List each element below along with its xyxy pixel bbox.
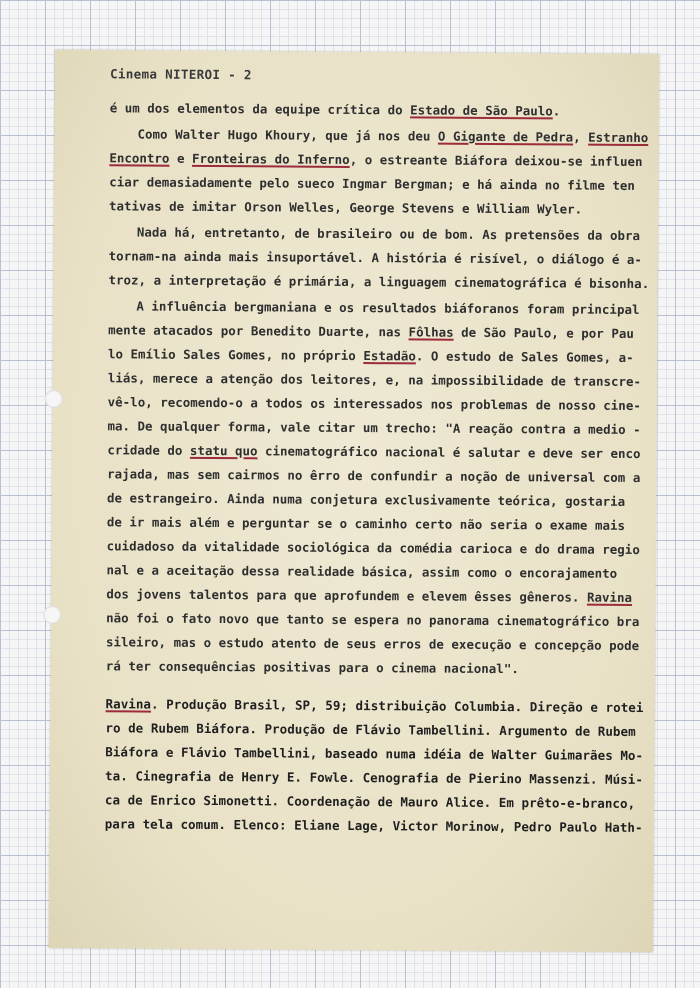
text-line [107,490,625,509]
text-segment: cridade do [107,442,191,458]
text-segment: troz, a interpretação é primária, a linguagem cinematográfica é bisonha. [108,272,650,292]
text-line [109,174,635,193]
text-segment: cinematográfico nacional é salutar e deve ser enco [257,443,641,461]
text-segment: liás, merece a atenção dos leitores, e, na impossibilidade de transcre- [107,370,642,390]
text-line [108,322,634,341]
text-line [106,696,644,715]
text-line [108,298,639,317]
text-line [109,248,642,267]
text-segment: e [169,150,193,166]
text-segment: . O estudo de Sales Gomes, a- [415,348,634,365]
text-segment: é um dos elementos da equipe crítica do [109,100,411,118]
text-line [110,126,649,145]
text-segment: tornam-na ainda mais insuportável. A história é risível, o diálogo é a- [108,248,642,268]
text-line [106,610,639,629]
underlined-title: Estadão [363,348,416,364]
text-segment: para tela comum. Elenco: Eliane Lage, Victor Morinow, Pedro Paulo Hath- [104,816,643,836]
text-segment: mente atacados por Benedito Duarte, nas [108,322,409,340]
text-line [109,198,582,216]
text-segment: Nada há, entretanto, de brasileiro ou de bom. As pretensões da obra [136,224,641,243]
text-line [108,394,641,413]
text-line [107,418,640,437]
text-line [110,100,561,118]
underlined-title: Fôlhas [408,324,454,340]
text-segment: rá ter consequências positivas para o cinema nacional". [105,658,519,677]
text-segment: cuidadoso da vitalidade sociológica da comédia carioca e do drama regio [106,538,640,557]
text-segment: Biáfora e Flávio Tambellini, baseado numa idéia de Walter Guimarães Mo- [105,744,644,764]
page-header: Cinema NITEROI - 2 [109,66,252,83]
typewritten-page [49,50,659,952]
text-segment: rajada, mas sem cairmos no êrro de confundir a noção de universal com a [107,466,641,485]
text-segment: tativas de imitar Orson Welles, George Stevens e William Wyler. [109,198,583,217]
underlined-title: Fronteiras do Inferno [191,150,350,167]
text-segment: ciar demasiadamente pelo sueco Ingmar Bergman; e há ainda no filme ten [109,174,635,193]
text-segment: ta. Cinegrafia de Henry E. Fowle. Cenografia de Pierino Massenzi. Músi- [105,768,643,788]
text-line [105,816,643,835]
text-line [105,720,635,739]
underlined-title: Estado de São Paulo [410,102,553,119]
text-segment: de estrangeiro. Ainda numa conjetura exclusivamente teórica, gostaria [106,490,626,509]
text-line [105,744,643,763]
text-line [108,370,641,389]
text-segment: , o estreante Biáfora deixou-se influen [349,151,643,170]
text-line [107,514,625,533]
text-line [106,634,639,653]
text-segment: de ir mais além e perguntar se o caminho certo não seria o exame mais [106,514,626,533]
text-segment: ma. De qualquer forma, vale citar um trecho: "A reação contra a medio - [107,418,641,437]
text-segment: vê-lo, recomendo-o a todos os interessados nos problemas de nosso cine- [107,394,641,414]
text-line [107,442,640,461]
text-segment: nal e a aceitação dessa realidade básica, assim como o encorajamento [106,562,618,581]
text-segment: não foi o fato novo que tanto se espera no panorama cinematográfico bra [106,610,640,629]
text-segment: ca de Enrico Simonetti. Coordenação de Mauro Alice. Em prêto-e-branco, [104,792,636,811]
text-line [105,792,635,811]
text-line [105,768,643,787]
underlined-title: statu quo [189,442,258,459]
underlined-title: Ravina [105,696,152,712]
text-segment: de São Paulo, e por Pau [453,324,634,341]
text-segment: A influência bergmaniana e os resultados biáforanos foram principal [136,298,640,317]
underlined-title: Ravina [586,589,633,605]
text-segment: ro de Rubem Biáfora. Produção de Flávio Tambellini. Argumento de Rubem [105,720,636,739]
text-line [109,224,640,243]
text-line [106,658,519,676]
text-segment: . [552,103,561,119]
text-segment: lo Emílio Sales Gomes, no próprio [107,346,364,364]
underlined-title: O Gigante de Pedra [437,128,574,145]
text-segment: Como Walter Hugo Khoury, que já nos deu [137,126,439,144]
text-line [109,150,642,169]
text-line [106,586,632,605]
text-segment: , [573,129,589,145]
text-line [107,538,640,557]
underlined-title: Encontro [109,150,170,166]
text-segment: dos jovens talentos para que aprofundem e elevem êsses gêneros. [106,586,588,605]
punch-hole [43,606,61,624]
underlined-title: Estranho [588,129,649,146]
text-line [106,562,617,581]
text-line [107,466,640,485]
text-line [108,272,649,291]
punch-hole [45,390,63,408]
text-segment: sileiro, mas o estudo atento de seus erros de execução e concepção pode [105,634,640,653]
text-line [108,346,634,365]
text-segment: . Produção Brasil, SP, 59; distribuição Columbia. Direção e rotei [150,696,644,716]
